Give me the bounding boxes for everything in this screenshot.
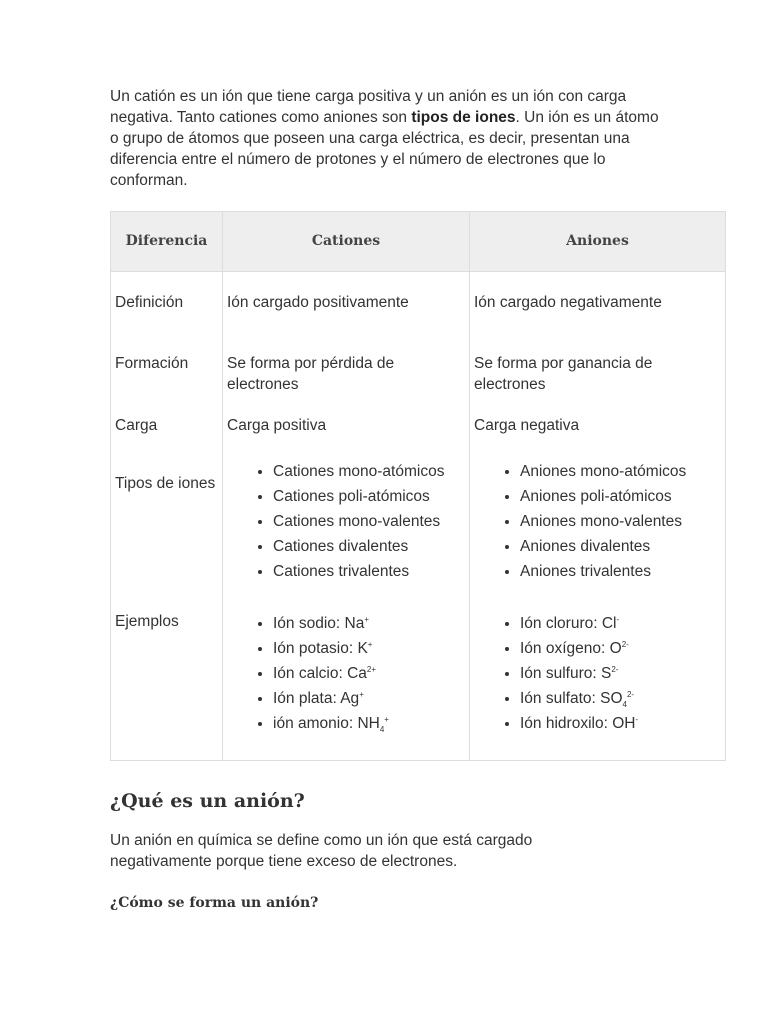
example-text: Ión hidroxilo: OH: [520, 715, 636, 732]
charge-superscript: -: [635, 714, 639, 724]
table-row-formacion: [111, 333, 726, 415]
formula-subscript: 4: [379, 725, 385, 735]
example-text: Ión potasio: K: [273, 640, 368, 657]
cell-aniones: [470, 603, 726, 761]
intro-text-start: Un catión es un ión que tiene carga positiva y un anión es un ión con carga negativa. Tanto cationes como aniones son: [110, 88, 627, 126]
list-item: • Aniones divalentes: [520, 534, 721, 559]
header-cationes: Cationes: [223, 212, 470, 272]
example-text: Ión sulfato: SO: [520, 690, 623, 707]
header-diferencia: Diferencia: [111, 212, 223, 272]
section-subheading: ¿Cómo se forma un anión?: [110, 895, 319, 911]
list-item: [520, 636, 721, 661]
list-item: • Cationes mono-atómicos: [273, 459, 465, 484]
cell-aniones: [470, 451, 726, 603]
list-item: [273, 636, 465, 661]
table-row-tipos: [111, 451, 726, 603]
table-row-definicion: [111, 272, 726, 334]
cation-types-list: [227, 459, 465, 584]
cell-aniones: Ión cargado negativamente: [470, 272, 726, 334]
cell-aniones: Carga negativa: [470, 415, 726, 451]
list-item: • Cationes divalentes: [273, 534, 465, 559]
list-item: [520, 611, 721, 636]
list-item: [273, 661, 465, 686]
list-item: [273, 686, 465, 711]
table-row-carga: [111, 415, 726, 451]
list-item: [520, 711, 721, 736]
row-label: Formación: [111, 333, 223, 415]
charge-superscript: 2-: [611, 664, 619, 674]
row-label: Ejemplos: [111, 603, 223, 761]
intro-text-end: . Un ión es un átomo o grupo de átomos que poseen una carga eléctrica, es decir, presentan una diferencia entre el número de protones y el número de electrones que lo conforman.: [110, 109, 659, 189]
section-heading: ¿Qué es un anión?: [110, 790, 305, 812]
list-item: • Cationes trivalentes: [273, 559, 465, 584]
example-text: Ión plata: Ag: [273, 690, 360, 707]
cell-cationes: [223, 451, 470, 603]
anion-examples-list: [474, 611, 721, 736]
charge-superscript: +: [384, 714, 389, 724]
cell-cationes: Se forma por pérdida de electrones: [223, 333, 470, 415]
list-item: • Aniones mono-atómicos: [520, 459, 721, 484]
cell-cationes: Carga positiva: [223, 415, 470, 451]
example-text: Ión cloruro: Cl: [520, 615, 617, 632]
anion-types-list: [474, 459, 721, 584]
charge-superscript: +: [359, 689, 364, 699]
table-header-row: [111, 212, 726, 272]
row-label: Carga: [111, 415, 223, 451]
cation-examples-list: [227, 611, 465, 736]
row-label: Tipos de iones: [111, 451, 223, 603]
cell-cationes: Ión cargado positivamente: [223, 272, 470, 334]
table-row-ejemplos: [111, 603, 726, 761]
intro-bold-link-text: tipos de iones: [411, 109, 516, 126]
example-text: Ión oxígeno: O: [520, 640, 622, 657]
cell-aniones: Se forma por ganancia de electrones: [470, 333, 726, 415]
list-item: • Aniones poli-atómicos: [520, 484, 721, 509]
list-item: • Cationes mono-valentes: [273, 509, 465, 534]
row-label: Definición: [111, 272, 223, 334]
header-aniones: Aniones: [470, 212, 726, 272]
list-item: [520, 686, 721, 711]
charge-superscript: 2-: [621, 639, 629, 649]
example-text: Ión sulfuro: S: [520, 665, 612, 682]
charge-superscript: 2-: [626, 689, 635, 699]
comparison-table: [110, 211, 726, 761]
charge-superscript: 2+: [366, 664, 377, 674]
list-item: • Cationes poli-atómicos: [273, 484, 465, 509]
charge-superscript: -: [616, 614, 620, 624]
list-item: [273, 711, 465, 736]
charge-superscript: +: [364, 614, 370, 624]
example-text: Ión sodio: Na: [273, 615, 365, 632]
section-paragraph: Un anión en química se define como un ión que está cargado negativamente porque tiene exceso de electrones.: [110, 832, 533, 870]
example-text: ión amonio: NH: [273, 715, 380, 732]
list-item: [273, 611, 465, 636]
formula-subscript: 4: [622, 700, 627, 710]
intro-paragraph: [110, 86, 670, 191]
cell-cationes: [223, 603, 470, 761]
list-item: • Aniones trivalentes: [520, 559, 721, 584]
list-item: • Aniones mono-valentes: [520, 509, 721, 534]
example-text: Ión calcio: Ca: [273, 665, 367, 682]
list-item: [520, 661, 721, 686]
charge-superscript: +: [367, 639, 373, 649]
